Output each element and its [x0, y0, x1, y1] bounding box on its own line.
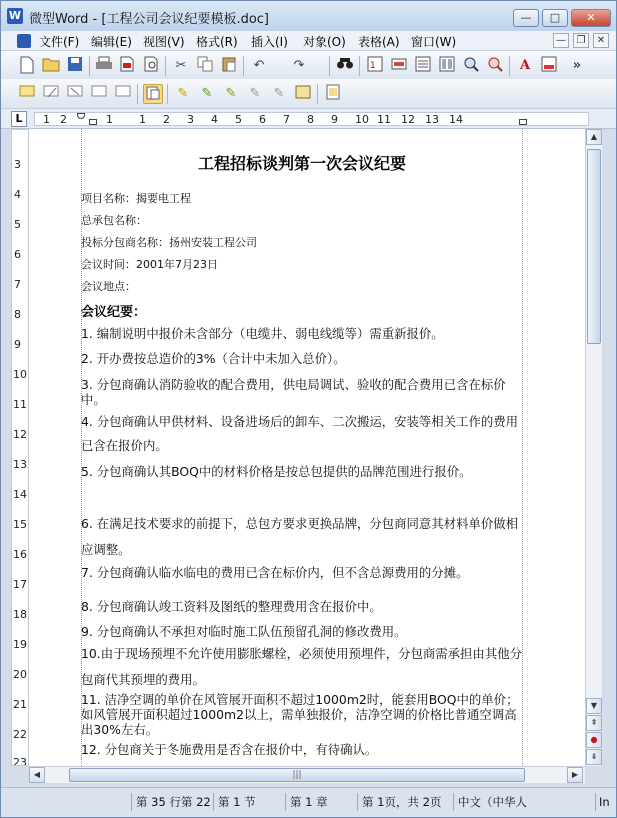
menu-file[interactable]: 文件(F): [39, 35, 80, 49]
page-number-icon[interactable]: [365, 56, 385, 76]
menu-insert[interactable]: 插入(I): [251, 35, 288, 49]
horizontal-ruler-bar: [1, 109, 616, 129]
next-comment-icon[interactable]: [113, 84, 133, 104]
close-button[interactable]: ✕: [571, 9, 611, 27]
document-title: 工程招标谈判第一次会议纪要: [197, 154, 406, 173]
status-chapter: 第 1 章: [285, 793, 357, 811]
ruler-number: 4: [211, 113, 218, 126]
minutes-item: 6. 在满足技术要求的前提下，总包方要求更换品牌，分包商同意其材料单价做相应调整。: [81, 516, 519, 557]
ruler-number: 2: [163, 113, 170, 126]
minutes-item: 3. 分包商确认消防验收的配合费用，供电局调试、验收的配合费用已含在标价中。: [81, 377, 506, 407]
minutes-item: 8. 分包商确认竣工资料及图纸的整理费用含在报价中。: [81, 599, 382, 614]
insert-comment-icon[interactable]: [17, 84, 37, 104]
paste-icon[interactable]: [219, 56, 239, 76]
horizontal-scroll-thumb[interactable]: |||: [69, 768, 525, 782]
track-changes-icon[interactable]: [143, 84, 163, 104]
scroll-left-button[interactable]: ◀: [29, 767, 45, 783]
vruler-number: 21: [13, 698, 27, 711]
delete-comment-icon[interactable]: [65, 84, 85, 104]
menu-format[interactable]: 格式(R): [196, 35, 238, 49]
minutes-item: 4. 分包商确认甲供材料、设备进场后的卸车、二次搬运，安装等相关工作的费用已含在报价内。: [81, 414, 519, 453]
vruler-number: 9: [14, 338, 21, 351]
maximize-button[interactable]: □: [542, 9, 568, 27]
edit-comment-icon[interactable]: [41, 84, 61, 104]
ruler-number: 13: [425, 113, 439, 126]
first-line-indent-marker[interactable]: [77, 113, 85, 119]
save-icon[interactable]: [65, 56, 85, 76]
scroll-down-button[interactable]: ▼: [586, 698, 602, 714]
vruler-number: 20: [13, 668, 27, 681]
vruler-number: 6: [14, 248, 21, 261]
reject-change-icon[interactable]: ✎: [225, 86, 237, 101]
minutes-item: 2. 开办费按总造价的3%（合计中未加入总价）。: [81, 351, 346, 366]
highlight-icon[interactable]: [539, 56, 559, 76]
minutes-item: 10.由于现场预埋不允许使用膨胀螺栓，必须使用预埋件，分包商需承担由其他分包商代其预埋的费用。: [81, 646, 522, 687]
window-title: 微型Word - [工程公司会议纪要模板.doc]: [29, 12, 269, 27]
minimize-button[interactable]: —: [513, 9, 539, 27]
status-section: 第 1 节: [213, 793, 283, 811]
cut-icon[interactable]: ✂: [175, 58, 187, 73]
vruler-number: 12: [13, 428, 27, 441]
vruler-number: 23: [13, 756, 27, 766]
page-layout-icon[interactable]: [437, 56, 457, 76]
ruler-number: 1: [43, 113, 50, 126]
horizontal-ruler[interactable]: [34, 112, 589, 126]
menu-window[interactable]: 窗口(W): [411, 35, 457, 49]
vruler-number: 14: [13, 488, 27, 501]
revision-list-icon[interactable]: [293, 84, 313, 104]
prev-comment-icon[interactable]: [89, 84, 109, 104]
show-markup-icon[interactable]: ✎: [249, 86, 261, 101]
ruler-number: 9: [331, 113, 338, 126]
title-bar: [1, 1, 616, 31]
minutes-heading: 会议纪要：: [81, 305, 147, 320]
vruler-number: 16: [13, 548, 27, 561]
ruler-number: 14: [449, 113, 463, 126]
vertical-scroll-thumb[interactable]: [587, 149, 601, 344]
document-page[interactable]: [29, 129, 585, 766]
standard-toolbar: [1, 51, 616, 81]
vruler-number: 22: [13, 728, 27, 741]
insert-field-icon[interactable]: [389, 56, 409, 76]
ruler-number: 6: [259, 113, 266, 126]
ruler-number: 10: [355, 113, 369, 126]
next-change-icon[interactable]: ✎: [201, 86, 213, 101]
vruler-number: 7: [14, 278, 21, 291]
vruler-number: 15: [13, 518, 27, 531]
meta-contractor: 总承包名称：: [81, 214, 147, 227]
minutes-item: 9. 分包商确认不承担对临时施工队伍预留孔洞的修改费用。: [81, 624, 407, 639]
vertical-ruler[interactable]: [11, 129, 29, 766]
meta-meeting-time: 会议时间：2001年7月23日: [81, 258, 218, 271]
copy-icon[interactable]: [195, 56, 215, 76]
minutes-item: 1. 编制说明中报价未含部分（电缆井、弱电线缆等）需重新报价。: [81, 326, 444, 341]
print-icon[interactable]: [94, 56, 114, 76]
ruler-number: 1: [139, 113, 146, 126]
ruler-number: 8: [307, 113, 314, 126]
vruler-number: 5: [14, 218, 21, 231]
menu-edit[interactable]: 编辑(E): [91, 35, 132, 49]
svg-text:1: 1: [370, 61, 376, 71]
status-page: 第 1页，共 2页: [357, 793, 453, 811]
word-app-icon[interactable]: W: [8, 9, 22, 22]
review-toolbar: [1, 79, 616, 109]
prev-page-button[interactable]: ⇞: [586, 715, 602, 731]
new-document-icon[interactable]: [17, 56, 37, 76]
scroll-up-button[interactable]: ▲: [586, 129, 602, 145]
scroll-right-button[interactable]: ▶: [567, 767, 583, 783]
horizontal-scrollbar[interactable]: [29, 766, 585, 783]
right-indent-marker[interactable]: [519, 119, 527, 125]
browse-object-button[interactable]: ●: [586, 732, 602, 748]
vertical-scrollbar[interactable]: [585, 129, 602, 766]
meta-meeting-place: 会议地点：: [81, 280, 136, 293]
minutes-item: 7. 分包商确认临水临电的费用已含在标价内，但不含总源费用的分摊。: [81, 565, 469, 580]
revision-settings-icon[interactable]: [323, 84, 343, 104]
redo-icon[interactable]: ↷: [293, 58, 305, 73]
ruler-number: 7: [283, 113, 290, 126]
menu-object[interactable]: 对象(O): [303, 35, 346, 49]
vruler-number: 3: [14, 158, 21, 171]
font-color-icon[interactable]: A: [519, 58, 531, 73]
menu-view[interactable]: 视图(V): [143, 35, 185, 49]
minutes-item: 12. 分包商关于冬施费用是否含在报价中，有待确认。: [81, 742, 378, 757]
vruler-number: 13: [13, 458, 27, 471]
toolbar-overflow-icon[interactable]: »: [572, 58, 582, 73]
next-page-button[interactable]: ⇟: [586, 749, 602, 765]
find-icon[interactable]: [335, 56, 355, 76]
doc-minimize-button[interactable]: —: [553, 33, 569, 48]
meta-subcontractor: 投标分包商名称：扬州安装工程公司: [81, 236, 257, 249]
left-indent-marker[interactable]: [89, 119, 97, 125]
ruler-number: 3: [187, 113, 194, 126]
pdf-icon[interactable]: [117, 56, 137, 76]
doc-close-button[interactable]: ✕: [593, 33, 609, 48]
ruler-number: 2: [60, 113, 67, 126]
columns-icon[interactable]: [413, 56, 433, 76]
menu-bar: [1, 31, 616, 51]
vruler-number: 18: [13, 608, 27, 621]
print-preview-icon[interactable]: [141, 56, 161, 76]
vruler-number: 11: [13, 398, 27, 411]
status-language: 中文（中华人: [453, 793, 593, 811]
ruler-number: 11: [377, 113, 391, 126]
minutes-item: 11. 洁净空调的单价在风管展开面积不超过1000m2时，能套用BOQ中的单价；如风管展开面积超过1000m2以上，需单独报价，洁净空调的价格比普通空调高出30%左右。: [81, 692, 519, 737]
vruler-number: 19: [13, 638, 27, 651]
document-menu-icon[interactable]: [17, 34, 31, 48]
minutes-item: 5. 分包商确认其BOQ中的材料价格是按总包提供的品牌范围进行报价。: [81, 464, 472, 479]
vruler-number: 8: [14, 308, 21, 321]
review-pane-icon[interactable]: ✎: [273, 86, 285, 101]
ruler-number: 5: [235, 113, 242, 126]
menu-table[interactable]: 表格(A): [358, 35, 400, 49]
open-folder-icon[interactable]: [41, 56, 61, 76]
vruler-number: 10: [13, 368, 27, 381]
vruler-number: 17: [13, 578, 27, 591]
meta-project-name: 项目名称：揭要电工程: [81, 192, 191, 205]
zoom-icon[interactable]: [461, 56, 481, 76]
tab-selector[interactable]: L: [11, 111, 27, 127]
status-bar: [1, 787, 616, 817]
ruler-number: 1: [106, 113, 113, 126]
status-line-column: 第 35 行第 22: [131, 793, 213, 811]
vruler-number: 4: [14, 188, 21, 201]
accept-change-icon[interactable]: ✎: [177, 86, 189, 101]
status-insert-mode[interactable]: In: [595, 793, 616, 811]
doc-restore-button[interactable]: ❐: [573, 33, 589, 48]
undo-icon[interactable]: ↶: [253, 58, 265, 73]
ruler-number: 12: [401, 113, 415, 126]
zoom-percent-icon[interactable]: [485, 56, 505, 76]
